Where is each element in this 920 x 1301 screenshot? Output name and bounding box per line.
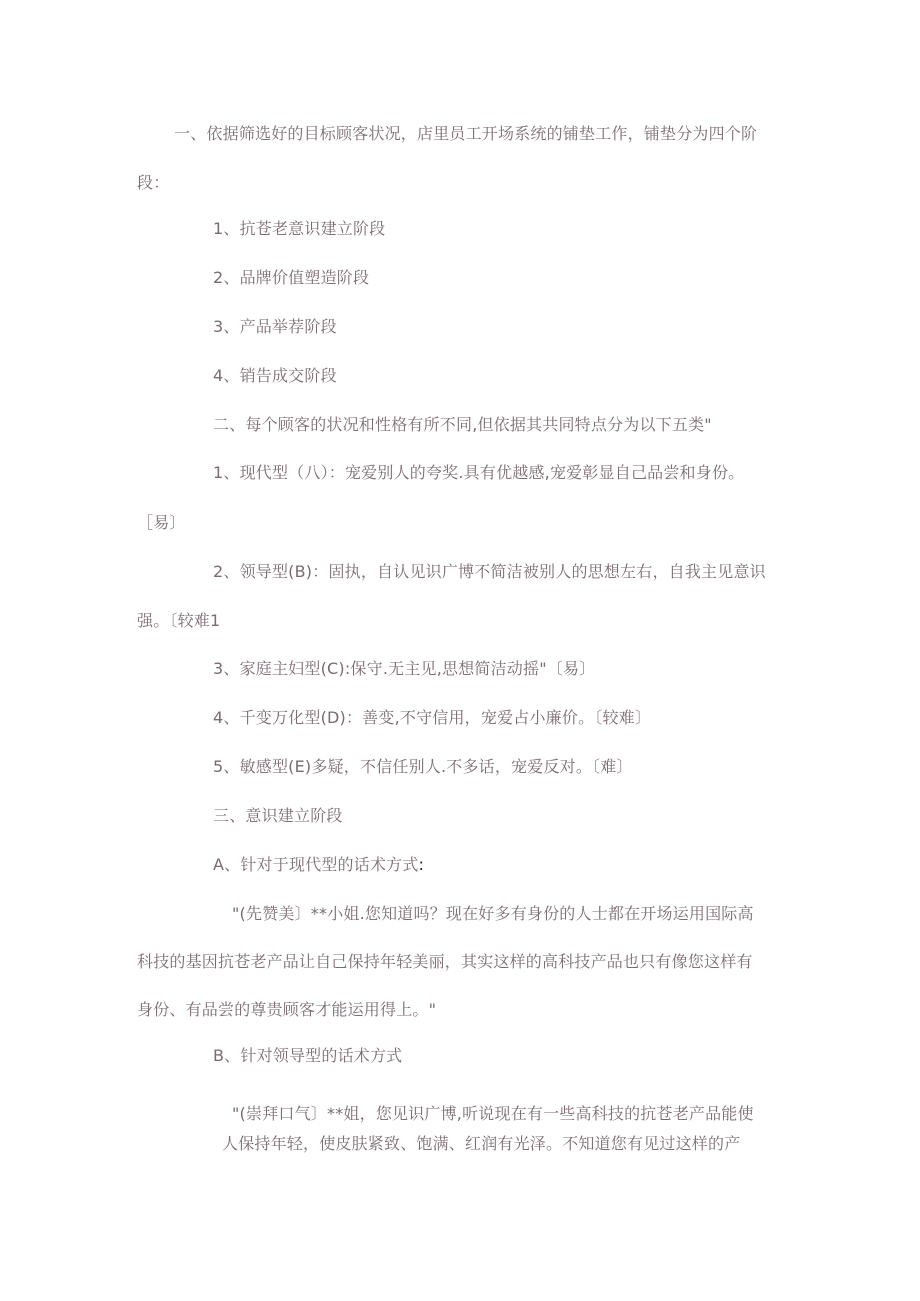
a-text-line3: 身份、有品尝的尊贵顾客才能运用得上。" [137, 1000, 437, 1019]
type4-line: 4、千变万化型(D)：善变,不守信用，宠爱占小廉价。〔较难〕 [213, 708, 652, 727]
type1-line2: ［易〕 [137, 513, 186, 532]
a-text-line2: 科技的基因抗苍老产品让自己保持年轻美丽，其实这样的高科技产品也只有像您这样有 [137, 952, 753, 971]
section3-heading: 三、意识建立阶段 [213, 806, 343, 825]
type2-line2: 强。〔较难1 [137, 611, 221, 630]
type2-line1: 2、领导型(B)：固执，自认见识广博不简洁被别人的思想左右，自我主见意识 [213, 562, 766, 581]
type3-line: 3、家庭主妇型(C):保守.无主见,思想简洁动摇"〔易〕 [213, 659, 596, 678]
a-text-line1: "(先赞美〕**小姐.您知道吗？现在好多有身份的人士都在开场运用国际高 [232, 904, 754, 923]
stage-item-4: 4、销告成交阶段 [213, 366, 337, 385]
a-heading-text: A、针对于现代型的话术方式 [213, 855, 419, 874]
b-heading: B、针对领导型的话术方式 [213, 1046, 403, 1065]
type5-line: 5、敏感型(E)多疑，不信任别人.不多话，宠爱反对。〔难〕 [213, 757, 633, 776]
stage-item-3: 3、产品举荐阶段 [213, 317, 337, 336]
stage-item-1: 1、抗苍老意识建立阶段 [213, 219, 386, 238]
b-text-line1: "(崇拜口气〕**姐，您见识广博,听说现在有一些高科技的抗苍老产品能使 [232, 1104, 754, 1123]
section2-heading: 二、每个顾客的状况和性格有所不同,但依据其共同特点分为以下五类" [213, 415, 712, 434]
a-heading-colon: : [418, 855, 425, 874]
section1-intro-line1: 一、依据筛选好的目标顾客状况，店里员工开场系统的铺垫工作，铺垫分为四个阶 [174, 124, 758, 143]
a-heading [213, 855, 424, 875]
b-text-line2: 人保持年轻，使皮肤紧致、饱满、红润有光泽。不知道您有见过这样的产 [222, 1134, 741, 1153]
section1-intro-line2: 段： [137, 173, 170, 192]
stage-item-2: 2、品牌价值塑造阶段 [213, 268, 370, 287]
type1-line1: 1、现代型（八）：宠爱别人的夸奖.具有优越感,宠爱彰显自己品尝和身份。 [213, 463, 745, 482]
